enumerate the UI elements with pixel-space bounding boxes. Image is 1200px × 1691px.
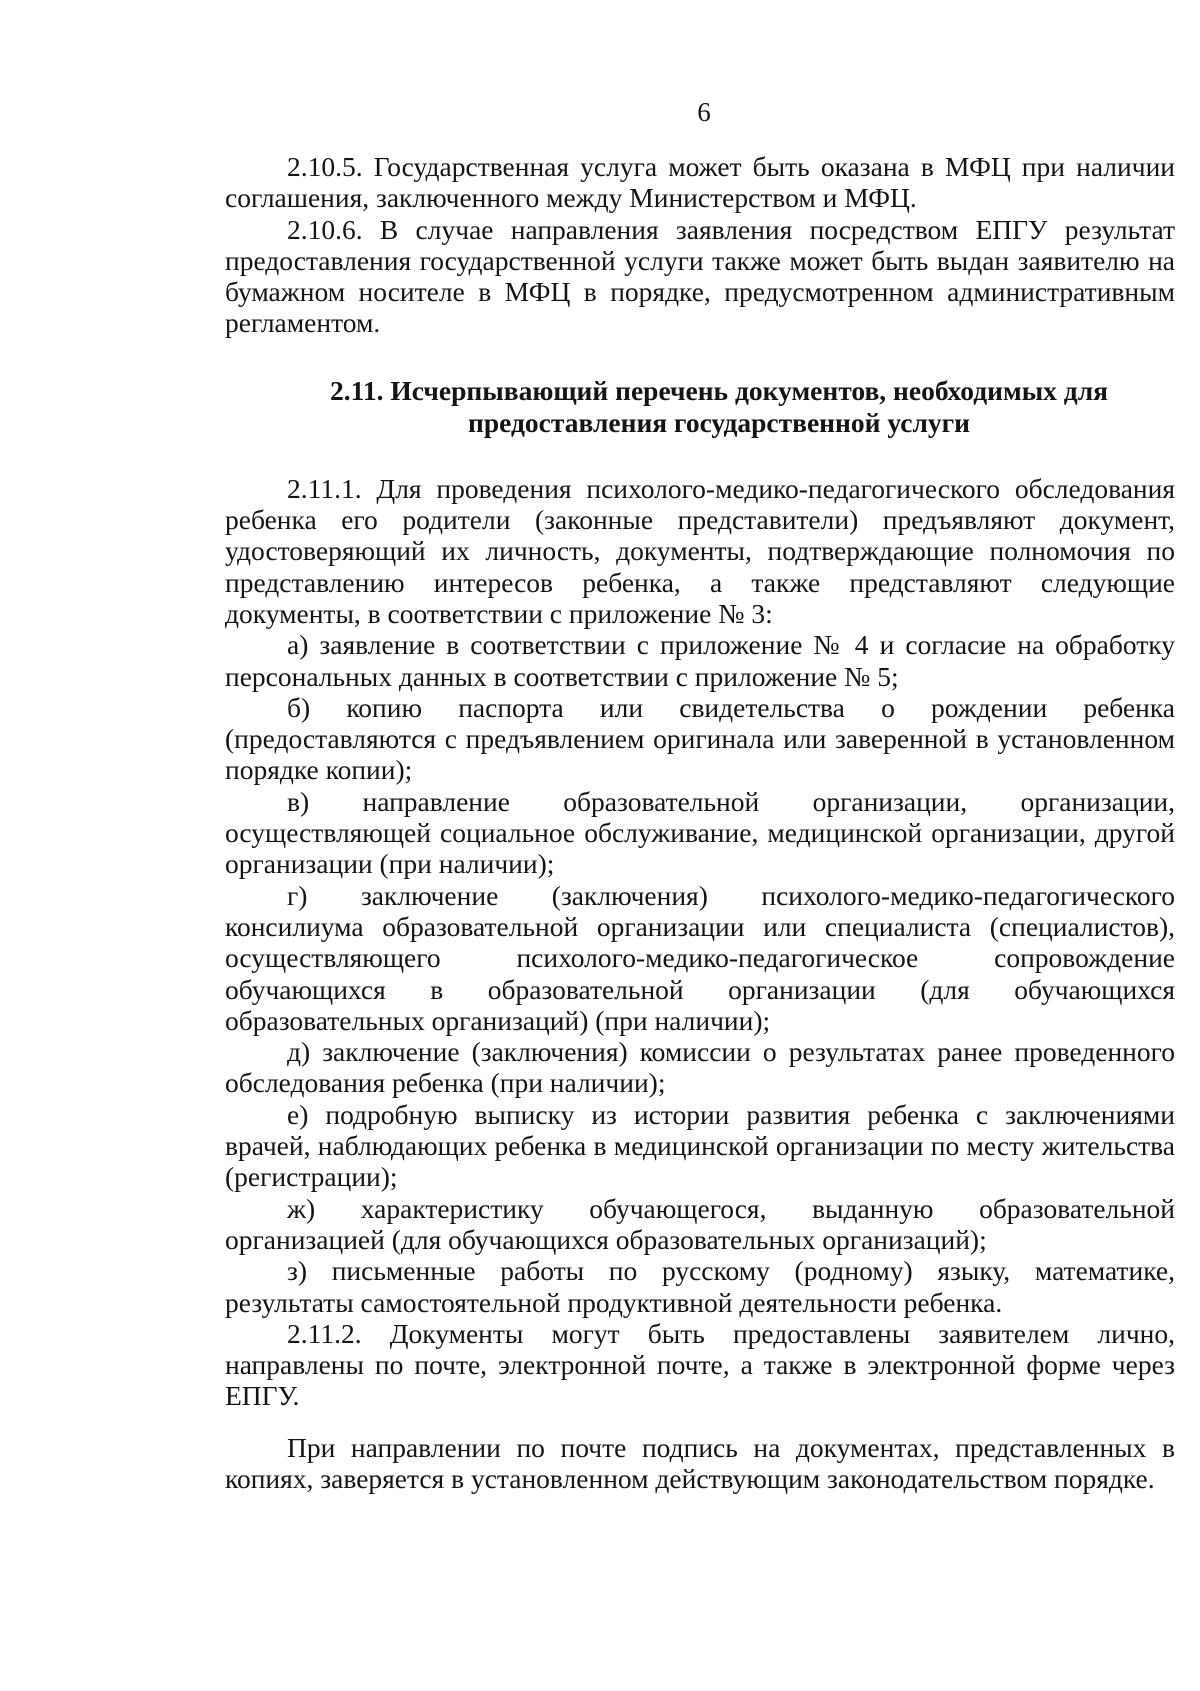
paragraph-2-10-6: 2.10.6. В случае направления заявления посредством ЕПГУ результат предоставления государственной услуги также может быть выдан заявителю на бумажном носителе в МФЦ в порядке, предусмотренном административным регламентом. [225,213,1175,339]
list-item-z: з) письменные работы по русскому (родному) языку, математике, результаты самостоятельной продуктивной деятельности ребенка. [225,1255,1175,1318]
list-item-d: д) заключение (заключения) комиссии о результатах ранее проведенного обследования ребенка (при наличии); [225,1036,1175,1099]
list-item-zh: ж) характеристику обучающегося, выданную образовательной организацией (для обучающихся образовательных организаций); [225,1192,1175,1255]
page-number: 6 [697,97,711,127]
list-item-b: б) копию паспорта или свидетельства о рождении ребенка (предоставляются с предъявлением оригинала или заверенной в установленном порядке копии); [225,691,1175,786]
list-item-v: в) направление образовательной организации, организации, осуществляющей социальное обслуживание, медицинской организации, другой организации (при наличии); [225,785,1175,880]
list-item-a: а) заявление в соответствии с приложение № 4 и согласие на обработку персональных данных в соответствии с приложение № 5; [225,629,1175,692]
section-heading-line-1: 2.11. Исчерпывающий перечень документов, необходимых для [329,374,1109,406]
section-heading-line-2: предоставления государственной услуги [468,406,970,438]
final-paragraph: При направлении по почте подпись на документах, представленных в копиях, заверяется в установленном действующим законодательством порядке. [225,1431,1175,1494]
list-item-e: е) подробную выписку из истории развития ребенка с заключениями врачей, наблюдающих ребенка в медицинской организации по месту жительства (регистрации); [225,1098,1175,1193]
paragraph-2-11-2: 2.11.2. Документы могут быть предоставлены заявителем лично, направлены по почте, электронной почте, а также в электронной форме через ЕПГУ. [225,1317,1175,1412]
document-body [225,151,1175,1494]
paragraph-spacer [225,1412,1175,1432]
list-item-g: г) заключение (заключения) психолого-медико-педагогического консилиума образовательной организации или специалиста (специалистов), осуществляющего психолого-медико-педагогическое сопровождение обучающихся в образовательной организации (для обучающихся образовательных организаций) (при наличии); [225,879,1175,1036]
paragraph-2-10-5: 2.10.5. Государственная услуга может быть оказана в МФЦ при наличии соглашения, заключенного между Министерством и МФЦ. [225,151,1175,214]
section-heading-2-11 [225,375,1175,439]
paragraph-2-11-1: 2.11.1. Для проведения психолого-медико-педагогического обследования ребенка его родители (законные представители) предъявляют документ, удостоверяющий их личность, документы, подтверждающие полномочия по представлению интересов ребенка, а также представляют следующие документы, в соответствии с приложение № 3: [225,472,1175,629]
